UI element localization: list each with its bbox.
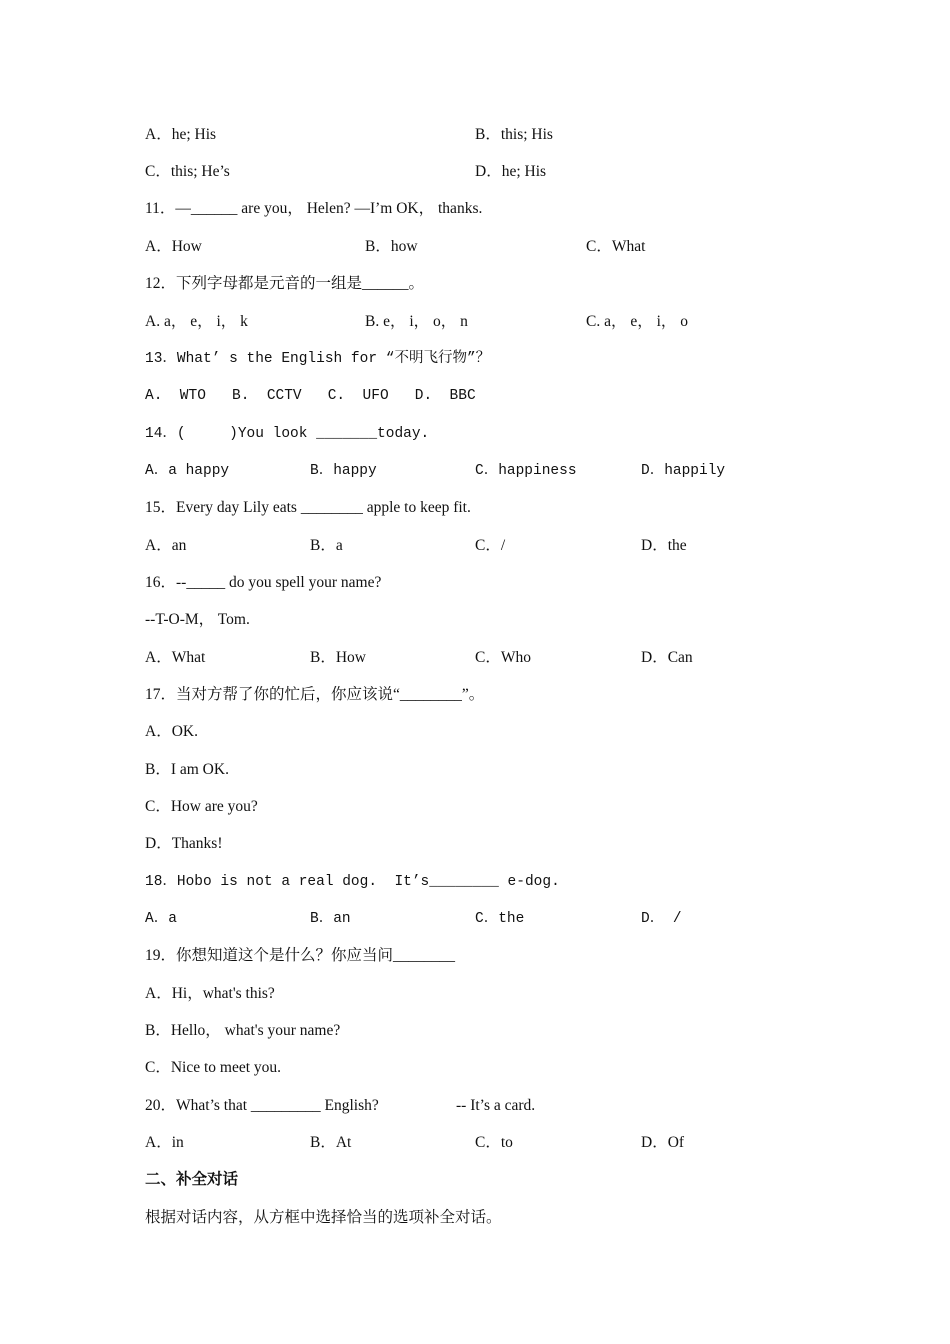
q20-stem-reply: -- It’s a card. — [456, 1097, 536, 1114]
q15-option-a: A．an — [145, 537, 187, 554]
q20-stem: 20．What’s that _________ English? — [145, 1097, 379, 1114]
q14-option-a: A．a happy — [145, 463, 230, 479]
q17-option-d: D．Thanks! — [145, 835, 223, 852]
q18-stem: 18．Hobo is not a real dog. It’s________ e-dog. — [145, 874, 560, 890]
q18-option-c: C．the — [475, 911, 525, 927]
q16-option-b: B．How — [310, 649, 366, 666]
q12-stem: 12．下列字母都是元音的一组是______。 — [145, 275, 425, 292]
q10-option-c: C．this; He’s — [145, 163, 230, 180]
section-title: 二、补全对话 — [145, 1171, 239, 1188]
q12-option-b: B. e， i， o， n — [365, 313, 468, 330]
q20-option-a: A．in — [145, 1134, 184, 1151]
q15-option-c: C．/ — [475, 537, 506, 554]
q11-option-a: A．How — [145, 238, 202, 255]
q14-option-b: B．happy — [310, 463, 377, 479]
q16-option-c: C．Who — [475, 649, 531, 666]
q19-option-c: C．Nice to meet you. — [145, 1059, 282, 1076]
q12-option-c: C. a， e， i， o — [586, 313, 689, 330]
q20-option-d: D．Of — [641, 1134, 685, 1151]
q20-option-b: B．At — [310, 1134, 352, 1151]
q14-stem: 14．( )You look _______today. — [145, 426, 430, 442]
q16-stem: 16．--_____ do you spell your name? — [145, 574, 382, 591]
q11-option-b: B．how — [365, 238, 418, 255]
q15-stem: 15．Every day Lily eats ________ apple to keep fit. — [145, 499, 471, 516]
q18-option-b: B．an — [310, 911, 351, 927]
q14-option-c: C．happiness — [475, 463, 577, 479]
q19-stem: 19．你想知道这个是什么？你应当问________ — [145, 947, 456, 964]
q13-stem: 13．What’ s the English for “不明飞行物”？ — [145, 351, 491, 367]
q10-option-a: A．he; His — [145, 126, 217, 143]
q17-option-a: A．OK. — [145, 723, 198, 740]
q11-stem: 11．—______ are you， Helen? —I’m OK， thanks. — [145, 200, 483, 217]
q15-option-d: D．the — [641, 537, 687, 554]
q16-option-a: A．What — [145, 649, 206, 666]
q14-option-d: D．happily — [641, 463, 726, 479]
q17-stem: 17．当对方帮了你的忙后，你应该说“________”。 — [145, 686, 485, 703]
q20-option-c: C．to — [475, 1134, 513, 1151]
q19-option-b: B．Hello， what's your name? — [145, 1022, 341, 1039]
q11-option-c: C．What — [586, 238, 646, 255]
q15-option-b: B．a — [310, 537, 343, 554]
q18-option-d: D． / — [641, 911, 682, 927]
q10-option-b: B．this; His — [475, 126, 553, 143]
q17-option-c: C．How are you? — [145, 798, 258, 815]
q16-stem-answer: --T-O-M， Tom. — [145, 611, 250, 628]
q16-option-d: D．Can — [641, 649, 693, 666]
q12-option-a: A. a， e， i， k — [145, 313, 248, 330]
q18-option-a: A．a — [145, 911, 177, 927]
section-instruction: 根据对话内容，从方框中选择恰当的选项补全对话。 — [145, 1209, 502, 1226]
q17-option-b: B．I am OK. — [145, 761, 229, 778]
q13-options: A. WTO B. CCTV C. UFO D. BBC — [145, 388, 476, 404]
q10-option-d: D．he; His — [475, 163, 547, 180]
q19-option-a: A．Hi，what's this? — [145, 985, 275, 1002]
